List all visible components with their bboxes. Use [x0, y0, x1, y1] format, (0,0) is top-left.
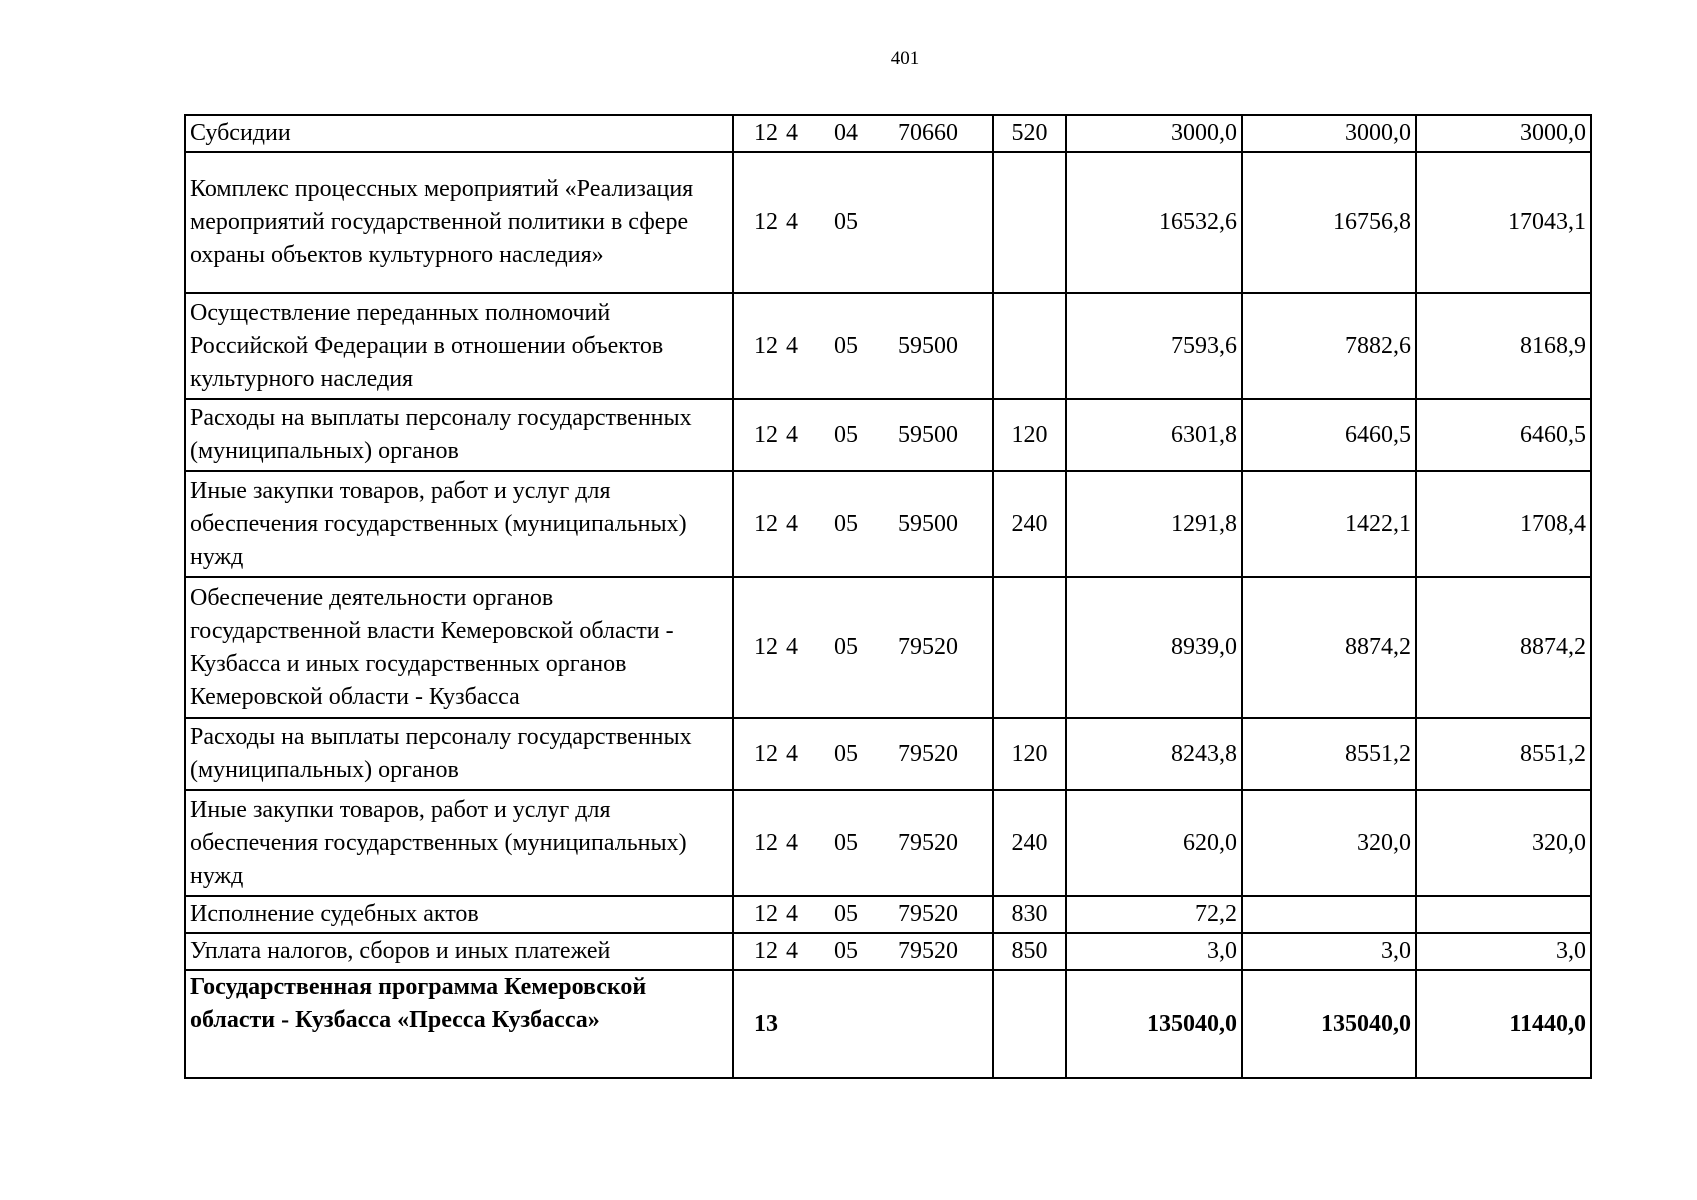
amount-year-1: 135040,0	[1066, 970, 1242, 1078]
expense-type: 240	[993, 471, 1066, 577]
amount-year-3	[1416, 896, 1591, 933]
code-subprogram: 05	[834, 209, 858, 235]
table-row-total	[185, 970, 1591, 1078]
code-subprogram: 04	[834, 120, 858, 146]
row-codes	[733, 293, 993, 399]
code-direction: 79520	[898, 938, 958, 964]
code-section: 12	[754, 421, 778, 448]
budget-table	[184, 114, 1592, 1079]
amount-year-2: 6460,5	[1242, 399, 1416, 471]
amount-year-2: 3,0	[1242, 933, 1416, 970]
code-subprogram: 05	[834, 740, 858, 767]
amount-year-2: 135040,0	[1242, 970, 1416, 1078]
row-codes	[733, 399, 993, 471]
row-codes	[733, 790, 993, 896]
code-subprogram: 05	[834, 332, 858, 359]
code-section: 12	[754, 332, 778, 359]
amount-year-2: 320,0	[1242, 790, 1416, 896]
expense-type	[993, 970, 1066, 1078]
amount-year-2: 8551,2	[1242, 718, 1416, 790]
amount-year-3: 17043,1	[1416, 152, 1591, 293]
code-direction: 59500	[898, 332, 958, 359]
expense-type: 830	[993, 896, 1066, 933]
code-section: 13	[754, 1010, 778, 1037]
row-name: Осуществление переданных полномочий Российской Федерации в отношении объектов культурного наследия	[185, 293, 733, 399]
amount-year-3: 320,0	[1416, 790, 1591, 896]
amount-year-1: 8939,0	[1066, 577, 1242, 718]
row-name: Иные закупки товаров, работ и услуг для обеспечения государственных (муниципальных) нужд	[185, 790, 733, 896]
code-program: 4	[786, 901, 798, 927]
table-row	[185, 577, 1591, 718]
amount-year-2	[1242, 896, 1416, 933]
row-name: Комплекс процессных мероприятий «Реализация мероприятий государственной политики в сфере охраны объектов культурного наследия»	[185, 152, 733, 293]
amount-year-2: 3000,0	[1242, 115, 1416, 152]
table-row	[185, 471, 1591, 577]
amount-year-3: 1708,4	[1416, 471, 1591, 577]
amount-year-1: 6301,8	[1066, 399, 1242, 471]
row-codes	[733, 933, 993, 970]
row-codes	[733, 471, 993, 577]
code-section: 12	[754, 901, 778, 927]
expense-type: 520	[993, 115, 1066, 152]
code-program: 4	[786, 829, 798, 856]
code-program: 4	[786, 421, 798, 448]
row-codes	[733, 896, 993, 933]
amount-year-3: 8168,9	[1416, 293, 1591, 399]
amount-year-1: 16532,6	[1066, 152, 1242, 293]
amount-year-1: 1291,8	[1066, 471, 1242, 577]
amount-year-3: 11440,0	[1416, 970, 1591, 1078]
amount-year-3: 8551,2	[1416, 718, 1591, 790]
table-row	[185, 896, 1591, 933]
amount-year-2: 7882,6	[1242, 293, 1416, 399]
amount-year-3: 8874,2	[1416, 577, 1591, 718]
code-section: 12	[754, 634, 778, 660]
table-row	[185, 718, 1591, 790]
code-program: 4	[786, 332, 798, 359]
table-row	[185, 399, 1591, 471]
expense-type	[993, 152, 1066, 293]
code-subprogram: 05	[834, 901, 858, 927]
row-codes	[733, 718, 993, 790]
row-name: Расходы на выплаты персоналу государственных (муниципальных) органов	[185, 399, 733, 471]
amount-year-1: 7593,6	[1066, 293, 1242, 399]
code-direction: 79520	[898, 829, 958, 856]
code-direction: 70660	[898, 120, 958, 146]
expense-type: 120	[993, 399, 1066, 471]
row-name: Расходы на выплаты персоналу государственных (муниципальных) органов	[185, 718, 733, 790]
code-direction: 79520	[898, 901, 958, 927]
amount-year-3: 3,0	[1416, 933, 1591, 970]
code-section: 12	[754, 510, 778, 537]
row-codes	[733, 115, 993, 152]
expense-type: 850	[993, 933, 1066, 970]
amount-year-2: 8874,2	[1242, 577, 1416, 718]
amount-year-1: 620,0	[1066, 790, 1242, 896]
table-row	[185, 293, 1591, 399]
code-subprogram: 05	[834, 938, 858, 964]
row-codes	[733, 152, 993, 293]
expense-type: 240	[993, 790, 1066, 896]
budget-table-body	[185, 115, 1591, 1078]
expense-type	[993, 293, 1066, 399]
code-direction: 59500	[898, 510, 958, 537]
expense-type: 120	[993, 718, 1066, 790]
code-subprogram: 05	[834, 510, 858, 537]
page-number: 401	[890, 48, 920, 69]
row-name: Уплата налогов, сборов и иных платежей	[185, 933, 733, 970]
code-program: 4	[786, 510, 798, 537]
table-row	[185, 152, 1591, 293]
code-program: 4	[786, 938, 798, 964]
table-row	[185, 115, 1591, 152]
code-section: 12	[754, 740, 778, 767]
code-program: 4	[786, 740, 798, 767]
code-subprogram: 05	[834, 634, 858, 660]
row-name: Субсидии	[185, 115, 733, 152]
amount-year-2: 1422,1	[1242, 471, 1416, 577]
amount-year-1: 8243,8	[1066, 718, 1242, 790]
row-codes	[733, 577, 993, 718]
amount-year-1: 3000,0	[1066, 115, 1242, 152]
code-subprogram: 05	[834, 421, 858, 448]
code-section: 12	[754, 120, 778, 146]
code-direction: 79520	[898, 634, 958, 660]
amount-year-3: 3000,0	[1416, 115, 1591, 152]
row-name: Исполнение судебных актов	[185, 896, 733, 933]
row-name: Иные закупки товаров, работ и услуг для обеспечения государственных (муниципальных) нужд	[185, 471, 733, 577]
code-subprogram: 05	[834, 829, 858, 856]
amount-year-3: 6460,5	[1416, 399, 1591, 471]
amount-year-2: 16756,8	[1242, 152, 1416, 293]
code-direction: 79520	[898, 740, 958, 767]
amount-year-1: 3,0	[1066, 933, 1242, 970]
amount-year-1: 72,2	[1066, 896, 1242, 933]
table-row	[185, 790, 1591, 896]
code-program: 4	[786, 120, 798, 146]
code-section: 12	[754, 938, 778, 964]
row-name: Обеспечение деятельности органов государственной власти Кемеровской области - Кузбасса и иных государственных органов Кемеровской области - Кузбасса	[185, 577, 733, 718]
table-row	[185, 933, 1591, 970]
row-name: Государственная программа Кемеровской области - Кузбасса «Пресса Кузбасса»	[185, 970, 733, 1078]
code-direction: 59500	[898, 421, 958, 448]
code-section: 12	[754, 829, 778, 856]
code-section: 12	[754, 209, 778, 235]
expense-type	[993, 577, 1066, 718]
code-program: 4	[786, 634, 798, 660]
row-codes	[733, 970, 993, 1078]
code-program: 4	[786, 209, 798, 235]
